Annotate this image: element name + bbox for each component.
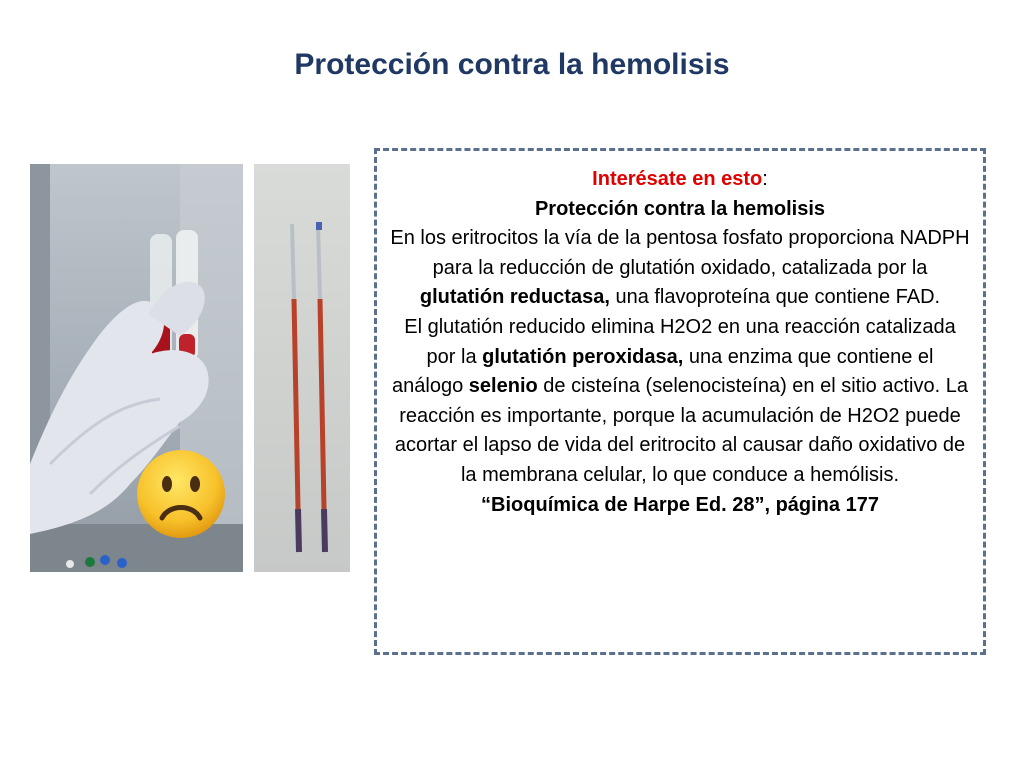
p2-bold-peroxidasa: glutatión peroxidasa, [482, 345, 684, 368]
slide-title: Protección contra la hemolisis [294, 48, 730, 81]
p2-text-c: una enzima que contiene el análogo [392, 345, 934, 398]
info-heading [389, 165, 971, 195]
heading-colon: : [762, 168, 768, 190]
p2-text-e: de cisteína (selenocisteína) en el sitio activo. La reacción es importante, porque la acumulación de H2O2 puede acortar el lapso de vida del eritrocito al causar daño oxidativo de la membrana celular, lo que conduce a hemólisis. [394, 375, 968, 486]
info-paragraph-2 [389, 313, 971, 491]
info-box [374, 148, 986, 655]
info-paragraph-1 [389, 224, 971, 313]
citation: “Bioquímica de Harpe Ed. 28”, página 177 [481, 493, 879, 516]
hematocrit-capillaries-photo [254, 164, 350, 572]
sad-face-emoji [135, 448, 227, 540]
p1-bold-reductasa: glutatión reductasa, [419, 286, 610, 309]
info-subtitle: Protección contra la hemolisis [534, 197, 826, 220]
p1-text-c: una flavoproteína que contiene FAD. [609, 286, 941, 309]
p2-bold-selenio: selenio [468, 375, 538, 398]
heading-highlight: Interésate en esto [592, 168, 763, 190]
p2-text-a: El glutatión reducido elimina H2O2 en una reacción catalizada por la [404, 315, 956, 368]
p1-text-a: En los eritrocitos la vía de la pentosa fosfato proporciona NADPH para la reducción de glutatión oxidado, catalizada por la [390, 227, 970, 279]
